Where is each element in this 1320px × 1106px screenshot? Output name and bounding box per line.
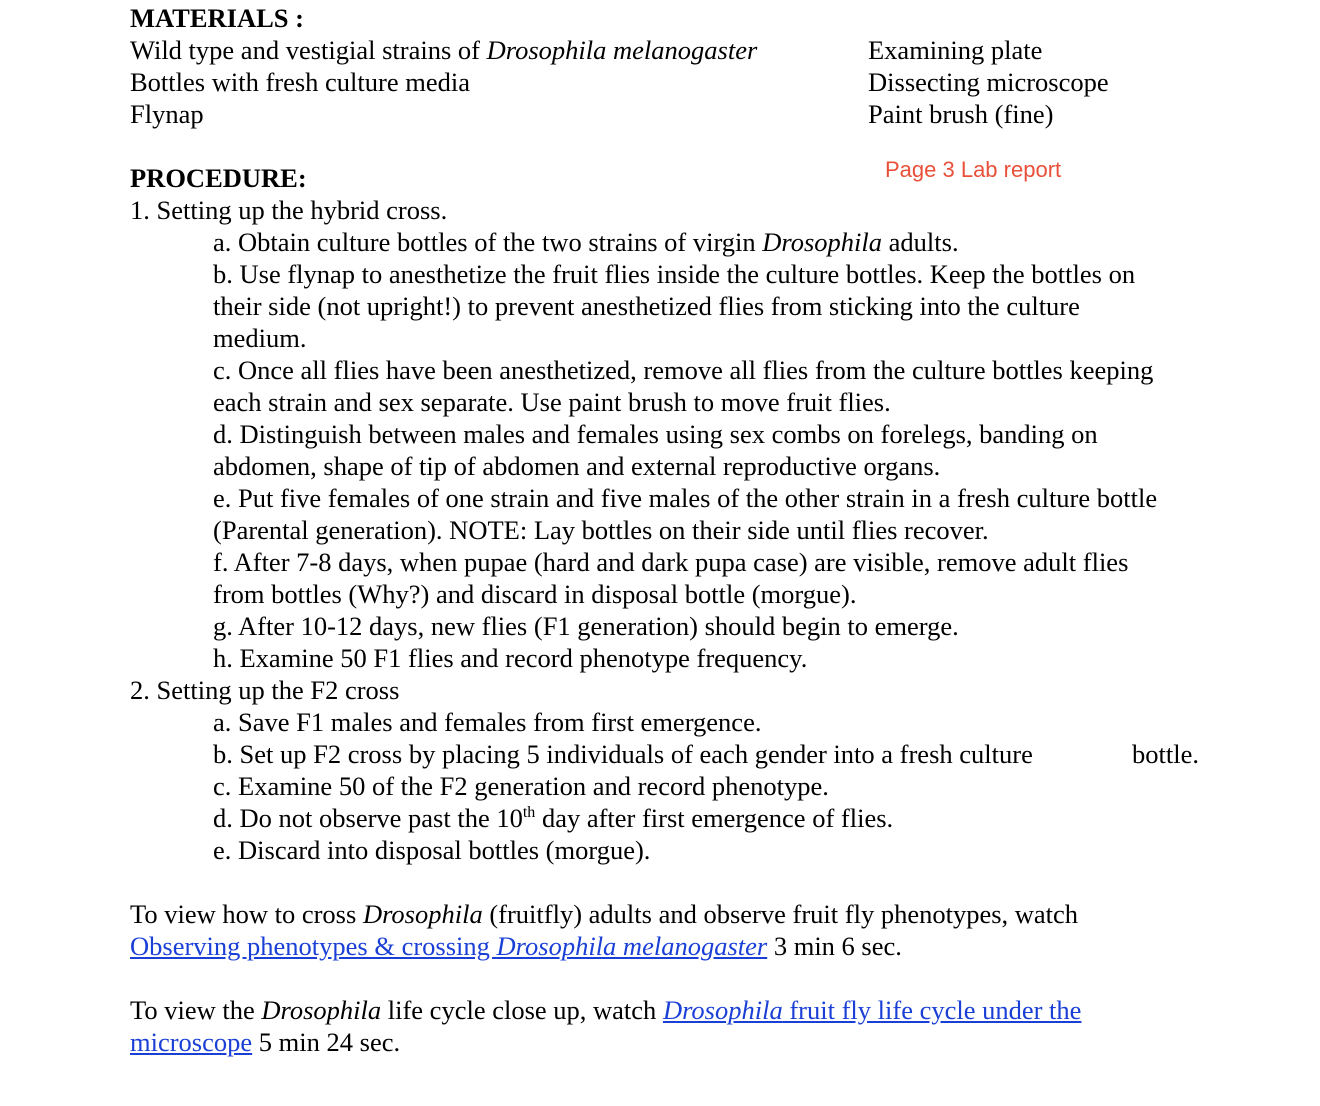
video2-link-line <box>130 1026 400 1058</box>
paragraph-text: To view how to cross <box>130 899 363 929</box>
step1-b-line2: their side (not upright!) to prevent anesthetized flies from sticking into the culture <box>213 291 1080 321</box>
step1-b-line3: medium. <box>213 323 307 353</box>
link-text: Observing phenotypes & crossing <box>130 931 497 961</box>
step1-e-line1: e. Put five females of one strain and five males of the other strain in a fresh culture bottle <box>213 483 1158 513</box>
materials-item-examining-plate: Examining plate <box>868 35 1043 65</box>
video2-intro <box>130 994 1081 1026</box>
procedure-heading: PROCEDURE: <box>130 163 307 193</box>
video2-link-continued[interactable]: microscope <box>130 1027 253 1057</box>
step1-b-line1: b. Use flynap to anesthetize the fruit flies inside the culture bottles. Keep the bottles on <box>213 259 1136 289</box>
step-text: d. Do not observe past the 10 <box>213 803 523 833</box>
link-text: fruit fly life cycle under the <box>782 995 1082 1025</box>
materials-item-flynap: Flynap <box>130 99 204 129</box>
step1-d-line2: abdomen, shape of tip of abdomen and external reproductive organs. <box>213 451 941 481</box>
materials-item-bottles: Bottles with fresh culture media <box>130 67 470 97</box>
species-name: Drosophila <box>762 227 883 257</box>
video-duration: 3 min 6 sec. <box>767 931 902 961</box>
link-species-name: Drosophila <box>662 995 783 1025</box>
step1-h: h. Examine 50 F1 flies and record phenotype frequency. <box>213 643 808 673</box>
materials-item-paint-brush: Paint brush (fine) <box>868 99 1054 129</box>
step-text: a. Obtain culture bottles of the two strains of virgin <box>213 227 763 257</box>
paragraph-text: To view the <box>130 995 262 1025</box>
step2-c: c. Examine 50 of the F2 generation and record phenotype. <box>213 771 829 801</box>
step-text: day after first emergence of flies. <box>535 803 894 833</box>
page-annotation: Page 3 Lab report <box>885 157 1062 182</box>
video1-link-line <box>130 930 902 962</box>
step2-e: e. Discard into disposal bottles (morgue). <box>213 835 651 865</box>
step-text: adults. <box>882 227 959 257</box>
ordinal-suffix: th <box>522 804 536 821</box>
video1-intro <box>130 898 1078 930</box>
step2-b-tail: bottle. <box>1132 739 1199 769</box>
step1-f-line1: f. After 7-8 days, when pupae (hard and dark pupa case) are visible, remove adult flies <box>213 547 1129 577</box>
step1-c-line2: each strain and sex separate. Use paint brush to move fruit flies. <box>213 387 891 417</box>
step1-f-line2: from bottles (Why?) and discard in disposal bottle (morgue). <box>213 579 857 609</box>
materials-item-text: Wild type and vestigial strains of <box>130 35 487 65</box>
species-name: Drosophila <box>362 899 483 929</box>
step1-a <box>213 226 959 258</box>
paragraph-text: life cycle close up, watch <box>381 995 663 1025</box>
step1-g: g. After 10-12 days, new flies (F1 generation) should begin to emerge. <box>213 611 959 641</box>
species-name: Drosophila melanogaster <box>486 35 758 65</box>
paragraph-text: (fruitfly) adults and observe fruit fly phenotypes, watch <box>482 899 1079 929</box>
materials-item-strains <box>130 34 757 66</box>
link-species-name: Drosophila melanogaster <box>496 931 768 961</box>
step2-title: 2. Setting up the F2 cross <box>130 675 400 705</box>
step1-e-line2: (Parental generation). NOTE: Lay bottles on their side until flies recover. <box>213 515 989 545</box>
video2-link[interactable] <box>663 995 1082 1025</box>
step1-d-line1: d. Distinguish between males and females using sex combs on forelegs, banding on <box>213 419 1098 449</box>
step2-d <box>213 802 893 834</box>
step1-title: 1. Setting up the hybrid cross. <box>130 195 448 225</box>
video1-link[interactable] <box>130 931 767 961</box>
materials-heading: MATERIALS : <box>130 3 304 33</box>
video-duration: 5 min 24 sec. <box>252 1027 401 1057</box>
step2-b: b. Set up F2 cross by placing 5 individuals of each gender into a fresh culture <box>213 739 1033 769</box>
step2-a: a. Save F1 males and females from first emergence. <box>213 707 762 737</box>
step1-c-line1: c. Once all flies have been anesthetized, remove all flies from the culture bottles keeping <box>213 355 1154 385</box>
materials-item-microscope: Dissecting microscope <box>868 67 1109 97</box>
species-name: Drosophila <box>261 995 382 1025</box>
